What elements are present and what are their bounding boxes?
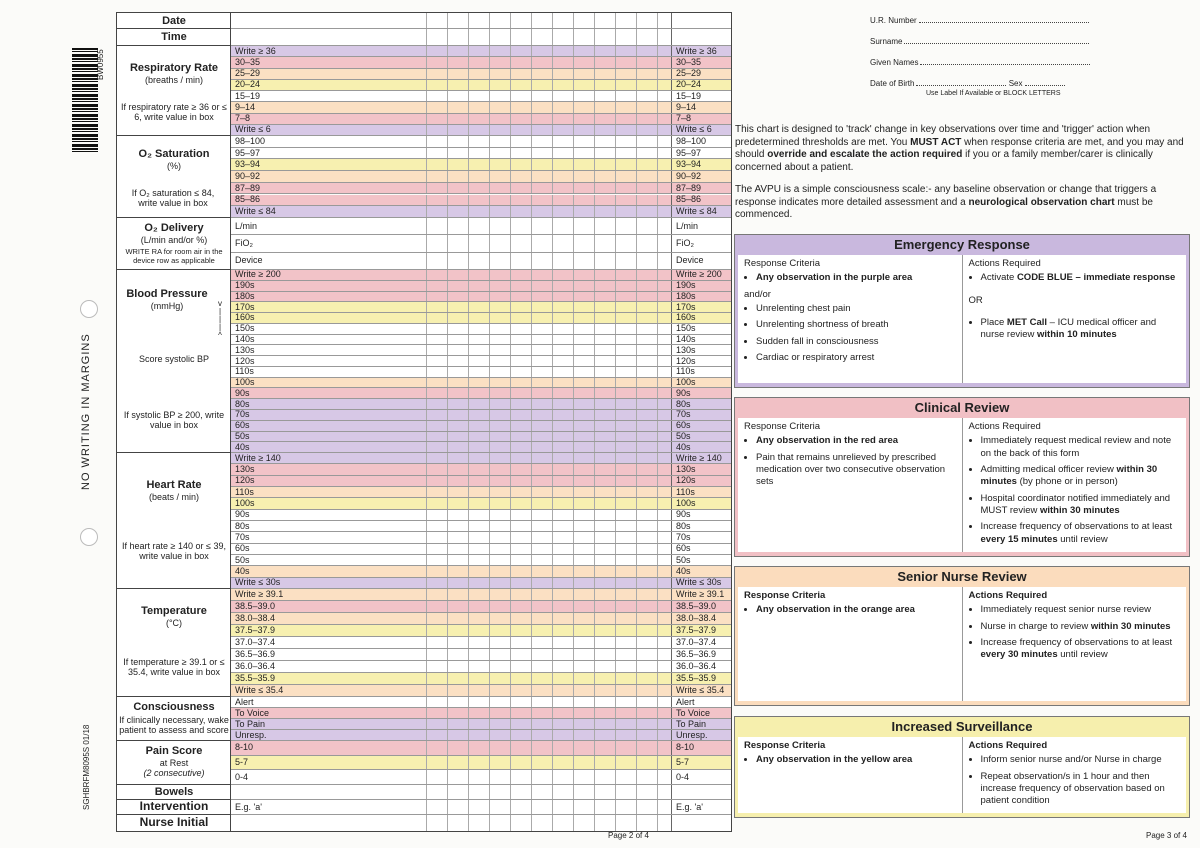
- page-number-left: Page 2 of 4: [608, 831, 649, 840]
- bp-band-label-left: Write ≥ 200: [235, 269, 281, 280]
- emergency-title: Emergency Response: [894, 237, 1030, 252]
- bp-band-row[interactable]: [231, 432, 731, 443]
- o2del-section-label: [117, 218, 231, 270]
- bp-band-row[interactable]: [231, 378, 731, 389]
- o2del-band-label-right: FiO₂: [671, 235, 731, 251]
- bp-band-label-left: 70s: [235, 409, 250, 420]
- bp-band-label-left: 180s: [235, 290, 255, 301]
- resp-band-label-right: Write ≥ 36: [671, 46, 731, 56]
- o2sat-band-label-left: 93–94: [235, 159, 261, 170]
- temp-band-row[interactable]: [231, 589, 731, 601]
- resp-unit: (breaths / min): [144, 74, 204, 85]
- bp-band-label-left: 150s: [235, 323, 255, 334]
- bp-band-label-right: 130s: [671, 345, 731, 355]
- cons-band-label-right: Alert: [671, 697, 731, 707]
- hr-band-label-left: 40s: [235, 565, 250, 576]
- temp-band-label-right: 35.5–35.9: [671, 673, 731, 684]
- hr-band-label-left: 110s: [235, 486, 254, 497]
- o2del-band-row[interactable]: [231, 253, 731, 270]
- date-label-cell: [117, 13, 231, 29]
- resp-band-row[interactable]: [231, 69, 731, 80]
- temp-band-label-left: 38.5–39.0: [235, 601, 276, 611]
- hr-band-label-right: 100s: [671, 498, 731, 508]
- temp-band-row[interactable]: [231, 673, 731, 685]
- intervention-example-right: E.g. 'a': [671, 800, 731, 814]
- emergency-response-box: Emergency Response Response Criteria • Any observation in the purple area and/or • Unrelenting chest pain • Unrelenting shortness of breath • Sudden fall in consciousness • Cardiac or respiratory arrest Actions Required • Activate CODE BLUE – immediate response OR • Place MET Call – ICU medical officer and nurse review within 10 minutes: [734, 234, 1190, 388]
- bp-band-row[interactable]: [231, 410, 731, 421]
- nurse-initial-label: Nurse Initial: [139, 815, 209, 829]
- pain-band-label-left: 8-10: [235, 742, 254, 753]
- hr-band-label-left: 50s: [235, 554, 250, 565]
- bp-band-row[interactable]: [231, 270, 731, 281]
- cons-band-label-right: Unresp.: [671, 730, 731, 740]
- temp-band-label-left: 37.5–37.9: [235, 625, 276, 635]
- o2sat-band-label-left: 85–86: [235, 194, 261, 205]
- bp-band-row[interactable]: [231, 421, 731, 432]
- o2del-band-row[interactable]: [231, 235, 731, 252]
- bp-band-label-right: 170s: [671, 302, 731, 312]
- pain-band-label-right: 8-10: [671, 741, 731, 755]
- o2sat-band-label-right: 95–97: [671, 148, 731, 159]
- hr-band-label-right: 130s: [671, 464, 731, 474]
- date-label: Date: [162, 15, 186, 27]
- o2sat-band-label-left: 95–97: [235, 147, 261, 158]
- cons-note: If clinically necessary, wake patient to assess and score: [119, 715, 229, 736]
- o2sat-band-label-right: 90–92: [671, 171, 731, 182]
- pain-band-row[interactable]: [231, 741, 731, 756]
- bp-band-label-right: 180s: [671, 292, 731, 302]
- hr-band-label-left: 130s: [235, 463, 255, 474]
- temp-band-label-left: 35.5–35.9: [235, 673, 276, 683]
- bp-band-label-right: 70s: [671, 410, 731, 420]
- bp-band-label-left: 130s: [235, 344, 255, 355]
- surname-label: Surname: [870, 37, 903, 46]
- hr-band-label-right: 120s: [671, 476, 731, 486]
- cons-band-row[interactable]: [231, 730, 731, 741]
- temp-band-label-left: 38.0–38.4: [235, 613, 276, 623]
- bp-band-label-left: 80s: [235, 398, 250, 409]
- o2del-note: WRITE RA for room air in the device row as applicable: [125, 247, 223, 265]
- hr-band-row[interactable]: [231, 487, 731, 498]
- bp-band-row[interactable]: [231, 292, 731, 303]
- o2sat-band-label-right: 98–100: [671, 136, 731, 147]
- temp-band-label-left: 36.5–36.9: [235, 649, 276, 659]
- bp-band-row[interactable]: [231, 399, 731, 410]
- temp-band-label-left: 36.0–36.4: [235, 661, 276, 671]
- resp-band-label-right: 7–8: [671, 114, 731, 124]
- label-note: Use Label If Available or BLOCK LETTERS: [926, 90, 1061, 97]
- clinical-review-box: Clinical Review Response Criteria • Any observation in the red area • Pain that remains unrelieved by prescribed medication over two consecutive observation sets Actions Required • Immediately request medical review and note on the back of this form • Admitting medical officer review within 30 minutes (by phone or in person) • Hospital coordinator notified immediately and MUST review within 30 minutes • Increase frequency of observations to at least every 15 minutes until review: [734, 397, 1190, 557]
- clinical-title: Clinical Review: [914, 400, 1010, 415]
- hr-band-row[interactable]: [231, 476, 731, 487]
- bp-band-row[interactable]: [231, 388, 731, 399]
- margin-note: NO WRITING IN MARGINS: [80, 333, 92, 490]
- bp-band-label-right: 100s: [671, 378, 731, 388]
- surname-field[interactable]: [904, 43, 1089, 44]
- bp-band-label-left: 160s: [235, 312, 255, 323]
- resp-band-label-left: 7–8: [235, 113, 251, 124]
- temp-band-row[interactable]: [231, 613, 731, 625]
- intro-text: This chart is designed to 'track' change in key observations over time and 'trigger' action when predetermined thresholds are met. You MUST ACT when response criteria are met, and you may and should override and escalate the action required if you or a family member/carer is clinically concerned about a patient. The AVPU is a simple consciousness scale:- any baseline observation or change that triggers a response indicates more detailed assessment and a neurological observation chart must be commenced.: [735, 124, 1184, 220]
- barcode: [72, 48, 98, 154]
- punch-hole: [80, 528, 98, 546]
- temp-band-label-left: Write ≥ 39.1: [235, 589, 284, 599]
- cons-band-label-right: To Voice: [671, 708, 731, 718]
- cons-band-label-left: To Pain: [235, 718, 266, 729]
- intervention-label-cell: [117, 800, 231, 815]
- bp-band-label-right: 150s: [671, 324, 731, 334]
- cons-band-row[interactable]: [231, 708, 731, 719]
- bp-band-label-right: 120s: [671, 356, 731, 366]
- bp-band-row[interactable]: [231, 367, 731, 378]
- o2sat-band-label-right: 85–86: [671, 195, 731, 206]
- time-label-cell: [117, 29, 231, 46]
- temp-band-label-left: 37.0–37.4: [235, 637, 276, 647]
- hr-band-row[interactable]: [231, 544, 731, 555]
- resp-band-label-left: 15–19: [235, 90, 261, 101]
- barcode-text: BW0955: [96, 49, 105, 80]
- bp-score: Score systolic BP: [138, 354, 210, 364]
- pain-band-label-right: 5-7: [671, 756, 731, 770]
- resp-band-row[interactable]: [231, 46, 731, 57]
- bp-band-label-left: 40s: [235, 441, 250, 452]
- hr-band-label-right: 40s: [671, 566, 731, 576]
- hr-band-label-right: Write ≤ 30s: [671, 578, 731, 588]
- pain-band-label-right: 0-4: [671, 770, 731, 784]
- hr-band-row[interactable]: [231, 453, 731, 464]
- temp-note: If temperature ≥ 39.1 or ≤ 35.4, write value in box: [123, 657, 225, 678]
- hr-band-label-left: 70s: [235, 531, 250, 542]
- o2sat-note: If O₂ saturation ≤ 84, write value in box: [131, 188, 215, 209]
- bp-section-label: [117, 270, 231, 453]
- bp-band-label-right: 40s: [671, 442, 731, 452]
- hr-band-row[interactable]: [231, 498, 731, 509]
- resp-band-label-right: Write ≤ 6: [671, 125, 731, 135]
- pain-band-label-left: 5-7: [235, 756, 249, 767]
- resp-band-label-left: 20–24: [235, 79, 261, 90]
- bowels-row[interactable]: [231, 785, 731, 800]
- hr-title: Heart Rate: [146, 479, 202, 491]
- bp-band-label-left: 110s: [235, 366, 254, 377]
- o2del-band-label-left: L/min: [235, 220, 258, 231]
- cons-section-label: [117, 697, 231, 741]
- temp-band-label-right: 38.5–39.0: [671, 601, 731, 612]
- time-row[interactable]: [231, 29, 731, 46]
- dob-label: Date of Birth: [870, 79, 915, 88]
- given-names-field[interactable]: [920, 64, 1090, 65]
- hr-band-label-left: 80s: [235, 520, 250, 531]
- nurse-label-cell: [117, 815, 231, 831]
- temp-band-row[interactable]: [231, 601, 731, 613]
- bp-band-label-right: 50s: [671, 432, 731, 442]
- temp-band-label-right: 38.0–38.4: [671, 613, 731, 624]
- increased-surveillance-box: Increased Surveillance Response Criteria • Any observation in the yellow area Actions Required • Inform senior nurse and/or Nurse in charge • Repeat observation/s in 1 hour and then increase frequency of observation based on patient condition: [734, 716, 1190, 818]
- hr-band-label-left: Write ≤ 30s: [235, 577, 281, 588]
- bp-band-row[interactable]: [231, 442, 731, 453]
- bp-band-label-left: 60s: [235, 420, 250, 431]
- punch-hole: [80, 300, 98, 318]
- pain-note: (2 consecutive): [143, 767, 205, 778]
- bp-band-label-right: Write ≥ 200: [671, 270, 731, 280]
- bp-arrow-icon: v | | | ^: [218, 299, 222, 340]
- bowels-label-cell: [117, 785, 231, 800]
- hr-band-label-left: 120s: [235, 475, 255, 486]
- intervention-example-left: E.g. 'a': [235, 801, 262, 812]
- intervention-label: Intervention: [139, 799, 209, 813]
- bp-band-row[interactable]: [231, 345, 731, 356]
- hr-band-label-right: 80s: [671, 521, 731, 531]
- bp-band-row[interactable]: [231, 324, 731, 335]
- o2del-band-label-right: Device: [671, 253, 731, 269]
- cons-band-label-right: To Pain: [671, 719, 731, 729]
- temp-title: Temperature: [141, 605, 207, 617]
- temp-band-row[interactable]: [231, 661, 731, 673]
- o2sat-band-label-left: 90–92: [235, 170, 261, 181]
- hr-band-row[interactable]: [231, 566, 731, 577]
- sex-label: Sex: [1008, 79, 1023, 88]
- hr-note: If heart rate ≥ 140 or ≤ 39, write value in box: [122, 541, 226, 562]
- resp-band-label-right: 20–24: [671, 80, 731, 90]
- o2del-title: O₂ Delivery: [144, 222, 204, 234]
- temp-band-label-right: 36.5–36.9: [671, 649, 731, 660]
- hr-band-label-left: 90s: [235, 509, 250, 520]
- o2del-band-label-left: Device: [235, 255, 263, 266]
- bowels-label: Bowels: [154, 786, 194, 798]
- temp-band-row[interactable]: [231, 649, 731, 661]
- page-number-right: Page 3 of 4: [1146, 831, 1187, 840]
- date-row[interactable]: [231, 13, 731, 29]
- given-names-label: Given Names: [870, 58, 919, 67]
- hr-band-label-right: 60s: [671, 544, 731, 554]
- bp-band-row[interactable]: [231, 281, 731, 292]
- resp-note: If respiratory rate ≥ 36 or ≤ 6, write value in box: [121, 102, 227, 123]
- resp-band-row[interactable]: [231, 91, 731, 102]
- resp-band-label-left: Write ≤ 6: [235, 124, 271, 135]
- temp-section-label: [117, 589, 231, 697]
- o2sat-band-label-right: 87–89: [671, 183, 731, 194]
- temp-band-label-right: Write ≥ 39.1: [671, 589, 731, 600]
- time-label: Time: [161, 31, 187, 43]
- surveillance-title: Increased Surveillance: [891, 719, 1033, 734]
- bp-band-label-right: 60s: [671, 421, 731, 431]
- resp-band-label-right: 15–19: [671, 91, 731, 101]
- resp-band-label-left: Write ≥ 36: [235, 45, 276, 56]
- nurse-initial-row[interactable]: [231, 815, 731, 831]
- ur-label: U.R. Number: [870, 16, 917, 25]
- resp-section-label: [117, 46, 231, 136]
- ur-field[interactable]: [919, 22, 1089, 23]
- o2sat-band-row[interactable]: [231, 171, 731, 183]
- bp-note: If systolic BP ≥ 200, write value in box: [123, 410, 225, 431]
- o2sat-band-label-right: Write ≤ 84: [671, 206, 731, 217]
- bp-band-label-left: 190s: [235, 280, 255, 291]
- intervention-row[interactable]: [231, 800, 731, 815]
- hr-band-label-right: 50s: [671, 555, 731, 565]
- o2sat-band-row[interactable]: [231, 159, 731, 171]
- resp-band-label-right: 25–29: [671, 69, 731, 79]
- hr-unit: (beats / min): [148, 491, 199, 502]
- bp-band-label-left: 100s: [235, 377, 255, 388]
- o2sat-band-row[interactable]: [231, 136, 731, 148]
- hr-band-label-left: 100s: [235, 497, 255, 508]
- resp-band-label-left: 25–29: [235, 68, 261, 79]
- temp-band-label-right: Write ≤ 35.4: [671, 685, 731, 696]
- temp-band-row[interactable]: [231, 685, 731, 697]
- resp-band-label-right: 9–14: [671, 102, 731, 112]
- o2del-band-row[interactable]: [231, 218, 731, 235]
- hr-band-label-left: 60s: [235, 543, 250, 554]
- bp-band-label-left: 170s: [235, 301, 255, 312]
- pain-title: Pain Score: [145, 745, 203, 757]
- temp-band-label-right: 37.5–37.9: [671, 625, 731, 636]
- o2sat-band-row[interactable]: [231, 183, 731, 195]
- bp-title: Blood Pressure: [126, 288, 208, 300]
- hr-band-row[interactable]: [231, 464, 731, 475]
- bp-band-row[interactable]: [231, 356, 731, 367]
- temp-band-row[interactable]: [231, 625, 731, 637]
- temp-band-label-right: 37.0–37.4: [671, 637, 731, 648]
- cons-title: Consciousness: [133, 701, 215, 713]
- dob-field[interactable]: [916, 85, 1006, 86]
- bp-band-label-left: 50s: [235, 430, 250, 441]
- cons-band-label-left: Unresp.: [235, 729, 267, 740]
- bp-band-label-right: 80s: [671, 399, 731, 409]
- hr-band-label-right: 90s: [671, 510, 731, 520]
- o2del-band-label-right: L/min: [671, 218, 731, 234]
- bp-band-label-right: 110s: [671, 367, 731, 377]
- bp-band-label-right: 90s: [671, 388, 731, 398]
- resp-band-label-left: 30–35: [235, 56, 261, 67]
- resp-band-row[interactable]: [231, 102, 731, 113]
- hr-section-label: [117, 453, 231, 589]
- sex-field[interactable]: [1025, 85, 1065, 86]
- temp-band-label-left: Write ≤ 35.4: [235, 685, 284, 695]
- resp-band-row[interactable]: [231, 80, 731, 91]
- pain-band-row[interactable]: [231, 756, 731, 771]
- resp-band-label-left: 9–14: [235, 101, 256, 112]
- o2sat-band-label-left: 98–100: [235, 135, 266, 146]
- senior-nurse-review-box: Senior Nurse Review Response Criteria • Any observation in the orange area Actions Required • Immediately request senior nurse review • Nurse in charge to review within 30 minutes • Increase frequency of observations to at least every 30 minutes until review: [734, 566, 1190, 706]
- bp-unit: (mmHg): [150, 300, 184, 311]
- bp-band-row[interactable]: [231, 313, 731, 324]
- bp-band-row[interactable]: [231, 335, 731, 346]
- hr-band-row[interactable]: [231, 555, 731, 566]
- bp-band-label-right: 160s: [671, 313, 731, 323]
- cons-band-label-left: To Voice: [235, 707, 270, 718]
- o2del-band-label-left: FiO₂: [235, 237, 253, 248]
- hr-band-label-right: 70s: [671, 532, 731, 542]
- hr-band-row[interactable]: [231, 532, 731, 543]
- o2sat-band-label-left: Write ≤ 84: [235, 206, 276, 217]
- o2sat-title: O₂ Saturation: [138, 148, 210, 160]
- resp-band-row[interactable]: [231, 125, 731, 136]
- bp-band-label-right: 190s: [671, 281, 731, 291]
- resp-title: Respiratory Rate: [129, 62, 219, 74]
- form-code: SGHBRFM8095S 01/18: [82, 724, 91, 810]
- temp-band-row[interactable]: [231, 637, 731, 649]
- hr-band-label-right: 110s: [671, 487, 731, 497]
- o2del-unit: (L/min and/or %): [140, 234, 208, 245]
- pain-section-label: [117, 741, 231, 785]
- bp-band-label-left: 140s: [235, 333, 255, 344]
- hr-band-label-left: Write ≥ 140: [235, 452, 281, 463]
- hr-band-row[interactable]: [231, 521, 731, 532]
- resp-band-label-right: 30–35: [671, 57, 731, 67]
- o2sat-band-label-right: 93–94: [671, 159, 731, 170]
- cons-band-row[interactable]: [231, 719, 731, 730]
- pain-band-label-left: 0-4: [235, 771, 249, 782]
- bp-band-label-left: 90s: [235, 387, 250, 398]
- hr-band-label-right: Write ≥ 140: [671, 453, 731, 463]
- o2sat-band-row[interactable]: [231, 206, 731, 218]
- bp-band-row[interactable]: [231, 302, 731, 313]
- temp-unit: (°C): [165, 617, 183, 628]
- o2sat-band-row[interactable]: [231, 195, 731, 207]
- o2sat-section-label: [117, 136, 231, 218]
- resp-band-row[interactable]: [231, 114, 731, 125]
- bp-band-label-right: 140s: [671, 335, 731, 345]
- temp-band-label-right: 36.0–36.4: [671, 661, 731, 672]
- bp-band-label-left: 120s: [235, 355, 255, 366]
- cons-band-label-left: Alert: [235, 696, 254, 707]
- hr-band-row[interactable]: [231, 578, 731, 589]
- resp-band-row[interactable]: [231, 57, 731, 68]
- hr-band-row[interactable]: [231, 510, 731, 521]
- observation-chart: [116, 12, 732, 832]
- patient-details: [870, 16, 1100, 109]
- cons-band-row[interactable]: [231, 697, 731, 708]
- o2sat-band-row[interactable]: [231, 148, 731, 160]
- pain-band-row[interactable]: [231, 770, 731, 785]
- senior-title: Senior Nurse Review: [897, 569, 1027, 584]
- o2sat-unit: (%): [167, 160, 181, 171]
- o2sat-band-label-left: 87–89: [235, 182, 261, 193]
- pain-unit: at Rest: [159, 757, 189, 768]
